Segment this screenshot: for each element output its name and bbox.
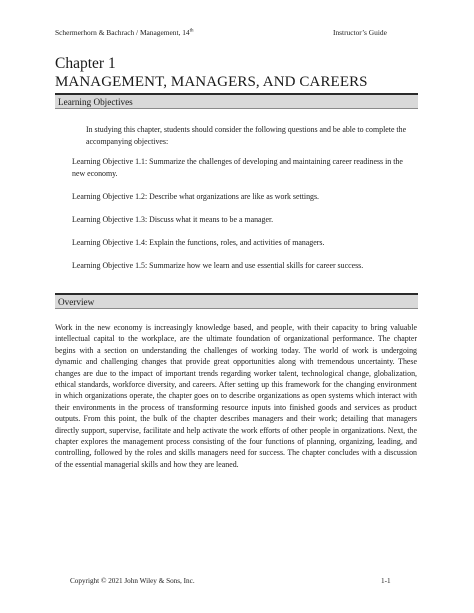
overview-paragraph: Work in the new economy is increasingly knowledge based, and people, with their capacity to bring valuable intellectual capital to the workplace, are the ultimate foundation of organizational performance. The chapter begins with a section on understanding the challenges of working today. The world of work is undergoing dynamic and challenging changes that provide great opportunities along with tremendous uncertainty. These changes are due to the impact of important trends regarding worker talent, technological change, globalization, ethical standards, workforce diversity, and careers. After setting up this framework for the changing environment in which organizations operate, the chapter goes on to describe organizations as open systems which interact with their environments in the process of transforming resource inputs into finished goods and services as product outputs. From this point, the bulk of the chapter describes managers and their work; detailing that managers directly support, supervise, facilitate and help activate the work efforts of other people in organizations. Next, the chapter explores the management process consisting of the four functions of planning, organizing, leading, and controlling, followed by the roles and skills managers need for success. The chapter concludes with a discussion of the essential managerial skills and how they are leaned.: [55, 323, 417, 469]
learning-objective-item: Learning Objective 1.5: Summarize how we learn and use essential skills for career success.: [72, 261, 364, 270]
learning-objective-item: Learning Objective 1.3: Discuss what it means to be a manager.: [72, 215, 274, 224]
learning-objective-item: Learning Objective 1.4: Explain the functions, roles, and activities of managers.: [72, 238, 325, 247]
overview-heading-bar: [55, 293, 418, 309]
learning-objectives-intro: In studying this chapter, students should consider the following questions and be able to complete the accompanying objectives:: [86, 125, 407, 146]
overview-heading: Overview: [58, 297, 95, 307]
learning-objective-item: Learning Objective 1.1: Summarize the challenges of developing and maintaining career readiness in the new economy.: [72, 157, 403, 178]
running-header-right: Instructor’s Guide: [333, 28, 387, 37]
running-header-left: [55, 28, 194, 37]
learning-objectives-heading-bar: [55, 93, 418, 109]
chapter-title: MANAGEMENT, MANAGERS, AND CAREERS: [55, 74, 368, 90]
chapter-number: Chapter 1: [55, 55, 116, 72]
footer-copyright: Copyright © 2021 John Wiley & Sons, Inc.: [70, 577, 195, 585]
header-edition-suffix: th: [189, 28, 194, 34]
learning-objectives-heading: Learning Objectives: [58, 97, 133, 107]
header-book-title: Schermerhorn & Bachrach / Management, 14: [55, 28, 190, 37]
footer-page-number: 1-1: [381, 577, 391, 585]
learning-objective-item: Learning Objective 1.2: Describe what organizations are like as work settings.: [72, 192, 320, 201]
